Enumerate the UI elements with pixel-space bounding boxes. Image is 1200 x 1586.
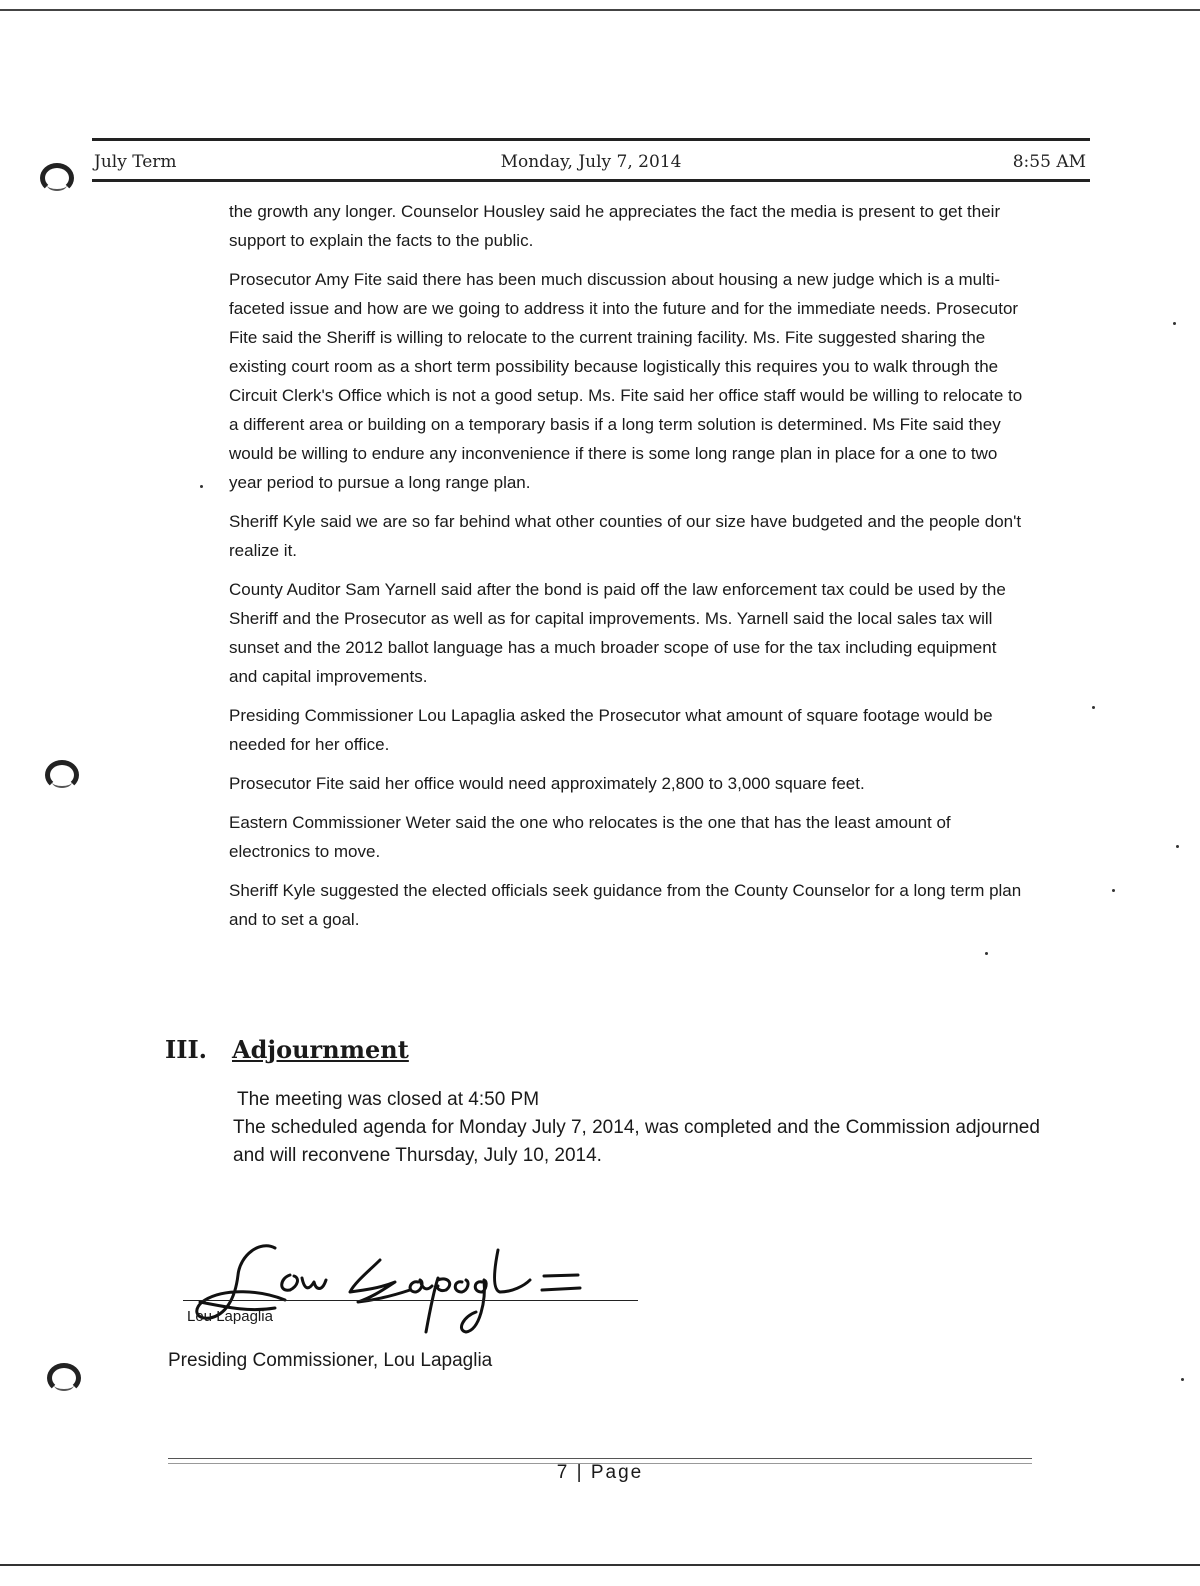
- header-date: Monday, July 7, 2014: [500, 152, 682, 172]
- closing-line-1: The meeting was closed at 4:50 PM: [237, 1089, 540, 1110]
- header-rule-top: [92, 138, 1090, 141]
- scan-speck: [1112, 889, 1115, 892]
- minutes-body: [229, 197, 1029, 944]
- signature-line: [183, 1300, 638, 1301]
- scan-top-edge: [0, 9, 1200, 11]
- signer-printed-name: Lou Lapaglia: [187, 1308, 273, 1325]
- scan-speck: [1181, 1378, 1184, 1381]
- section-number: III.: [165, 1035, 208, 1064]
- punch-hole-top: [40, 163, 74, 193]
- section-title: Adjournment: [232, 1035, 409, 1064]
- header-time: 8:55 AM: [1012, 152, 1086, 172]
- minutes-paragraph: Prosecutor Fite said her office would need approximately 2,800 to 3,000 square feet.: [229, 774, 865, 793]
- adjournment-text: [233, 1086, 1053, 1170]
- scan-speck: [200, 485, 203, 488]
- closing-line-2: The scheduled agenda for Monday July 7, 2014, was completed and the Commission adjourned and will reconvene Thursday, July 10, 2014.: [233, 1117, 1040, 1166]
- minutes-paragraph: County Auditor Sam Yarnell said after the bond is paid off the law enforcement tax could be used by the Sheriff and the Prosecutor as well as for capital improvements. Ms. Yarnell said the local sales tax will sunset and the 2012 ballot language has a much broader scope of use for the tax including equipment and capital improvements.: [229, 580, 1006, 686]
- handwritten-signature: [180, 1220, 600, 1350]
- minutes-paragraph: Sheriff Kyle said we are so far behind what other counties of our size have budgeted and the people don't realize it.: [229, 512, 1022, 560]
- scan-speck: [1173, 322, 1176, 325]
- header-rule-bottom: [92, 179, 1090, 182]
- header-term: July Term: [94, 152, 177, 172]
- minutes-paragraph: Presiding Commissioner Lou Lapaglia asked the Prosecutor what amount of square footage would be needed for her office.: [229, 706, 993, 754]
- punch-hole-middle: [45, 760, 79, 790]
- minutes-paragraph: Sheriff Kyle suggested the elected officials seek guidance from the County Counselor for a long term plan and to set a goal.: [229, 881, 1022, 929]
- scan-speck: [1092, 706, 1095, 709]
- punch-hole-bottom: [47, 1363, 81, 1393]
- scan-speck: [985, 952, 988, 955]
- scan-speck: [1176, 845, 1179, 848]
- page-number: 7 | Page: [556, 1462, 644, 1483]
- minutes-paragraph: the growth any longer. Counselor Housley said he appreciates the fact the media is present to get their support to explain the facts to the public.: [229, 202, 1001, 250]
- signer-title: Presiding Commissioner, Lou Lapaglia: [168, 1350, 493, 1371]
- footer-rule: [168, 1458, 1032, 1459]
- page-header: [92, 138, 1090, 184]
- minutes-paragraph: Eastern Commissioner Weter said the one who relocates is the one that has the least amount of electronics to move.: [229, 813, 951, 861]
- minutes-paragraph: Prosecutor Amy Fite said there has been much discussion about housing a new judge which is a multi-faceted issue and how are we going to address it into the future and for the immediate needs. Prosecutor Fite said the Sheriff is willing to relocate to the current training facility. Ms. Fite suggested sharing the existing court room as a short term possibility because logistically this requires you to walk through the Circuit Clerk's Office which is not a good setup. Ms. Fite said her office staff would be willing to relocate to a different area or building on a temporary basis if a long term solution is determined. Ms Fite said they would be willing to endure any inconvenience if there is some long range plan in place for a one to two year period to pursue a long range plan.: [229, 270, 1023, 492]
- scan-bottom-edge: [0, 1564, 1200, 1566]
